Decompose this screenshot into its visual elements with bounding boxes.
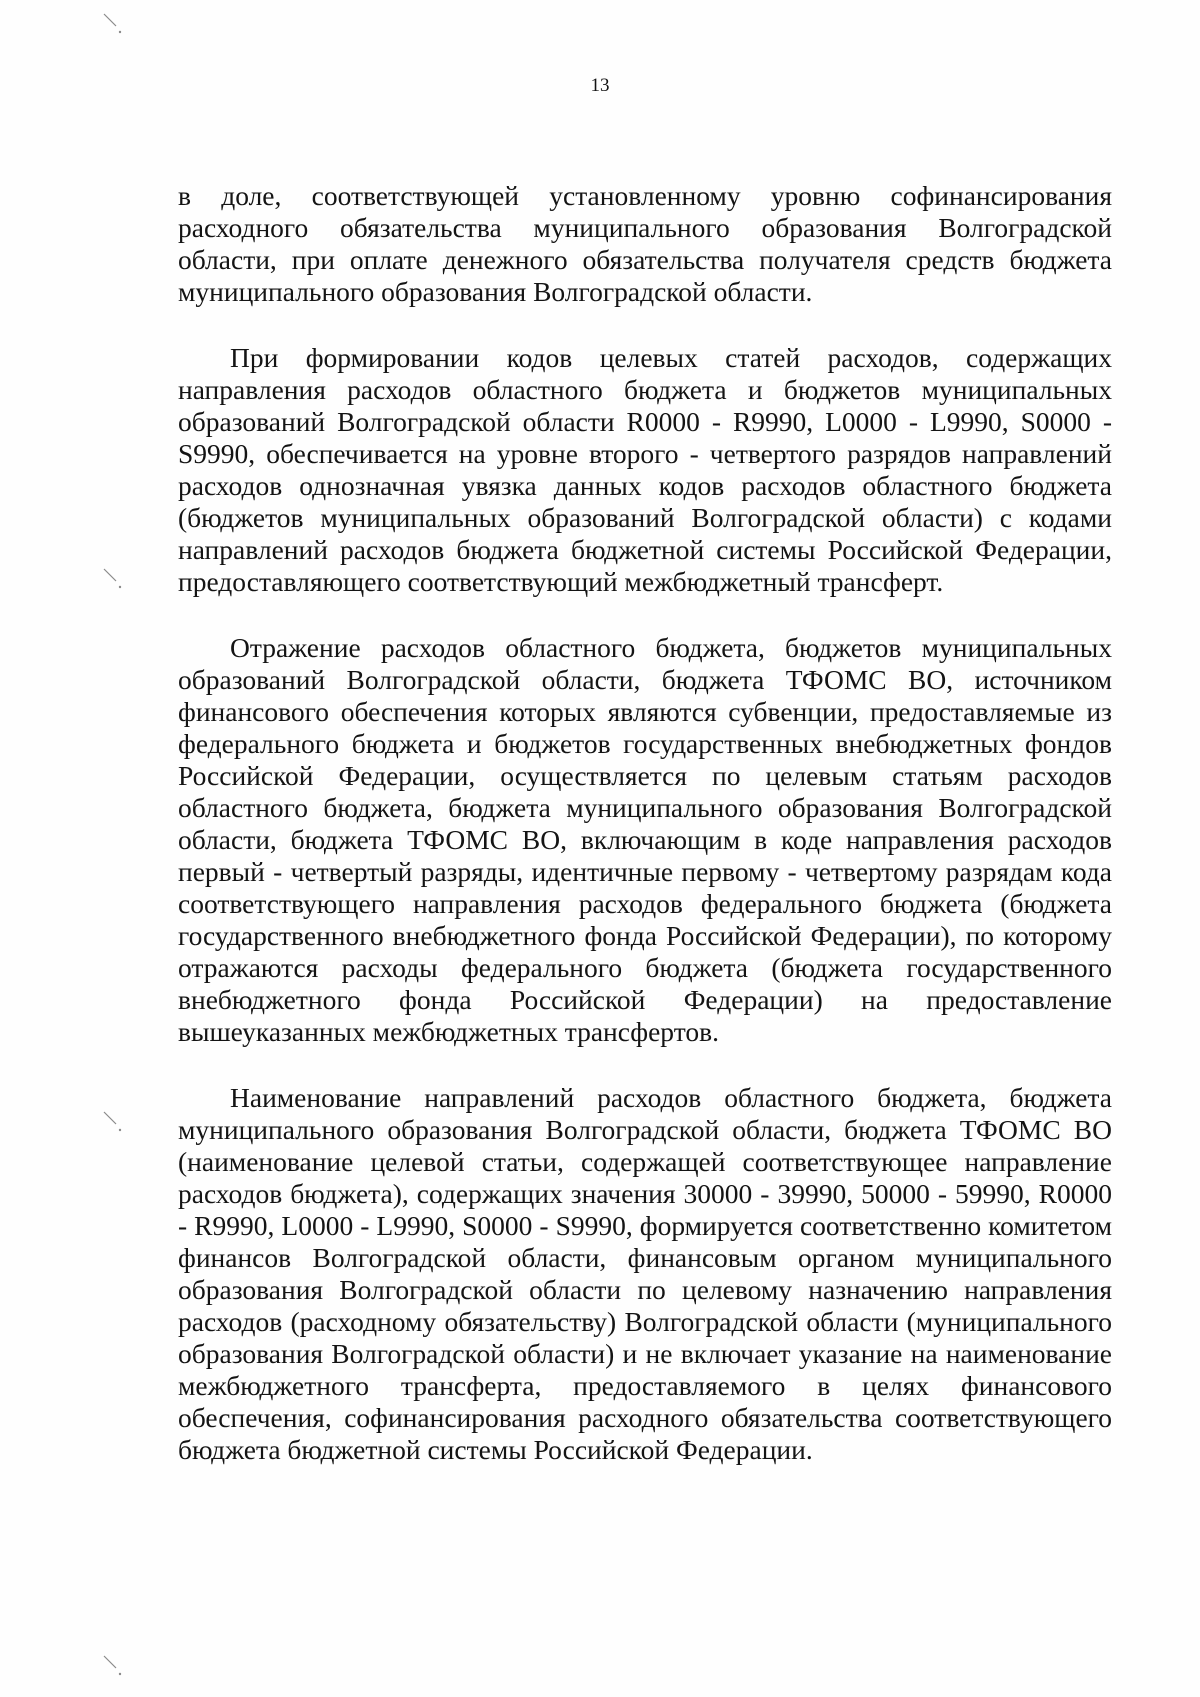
binding-hole-mark (102, 1108, 126, 1136)
binding-hole-mark (102, 1652, 126, 1680)
paragraph-continuation: в доле, соответствующей установленному уровню софинансирования расходного обязательства муниципального образования Волгоградской области, при оплате денежного обязательства получателя средств бюджета муниципального образования Волгоградской области. (178, 180, 1112, 307)
paragraph-subvention-expenses: Отражение расходов областного бюджета, бюджетов муниципальных образований Волгоградской области, бюджета ТФОМС ВО, источником финансового обеспечения которых являются субвенции, предоставляемые из федерального бюджета и бюджетов государственных внебюджетных фондов Российской Федерации, осуществляется по целевым статьям расходов областного бюджета, бюджета муниципального образования Волгоградской области, бюджета ТФОМС ВО, включающим в коде направления расходов первый - четвертый разряды, идентичные первому - четвертому разрядам кода соответствующего направления расходов федерального бюджета (бюджета государственного внебюджетного фонда Российской Федерации), по которому отражаются расходы федерального бюджета (бюджета государственного внебюджетного фонда Российской Федерации) на предоставление вышеуказанных межбюджетных трансфертов. (178, 632, 1112, 1047)
paragraph-naming-directions: Наименование направлений расходов областного бюджета, бюджета муниципального образования Волгоградской области, бюджета ТФОМС ВО (наименование целевой статьи, содержащей соответствующее направление расходов бюджета), содержащих значения 30000 - 39990, 50000 - 59990, R0000 - R9990, L0000 - L9990, S0000 - S9990, формируется соответственно комитетом финансов Волгоградской области, финансовым органом муниципального образования Волгоградской области по целевому назначению направления расходов (расходному обязательству) Волгоградской области (муниципального образования Волгоградской области) и не включает указание на наименование межбюджетного трансферта, предоставляемого в целях финансового обеспечения, софинансирования расходного обязательства соответствующего бюджета бюджетной системы Российской Федерации. (178, 1082, 1112, 1465)
paragraph-code-formation: При формировании кодов целевых статей расходов, содержащих направления расходов областного бюджета и бюджетов муниципальных образований Волгоградской области R0000 - R9990, L0000 - L9990, S0000 - S9990, обеспечивается на уровне второго - четвертого разрядов направлений расходов однозначная увязка данных кодов расходов областного бюджета (бюджетов муниципальных образований Волгоградской области) с кодами направлений расходов бюджета бюджетной системы Российской Федерации, предоставляющего соответствующий межбюджетный трансферт. (178, 342, 1112, 597)
binding-hole-mark (102, 10, 126, 38)
binding-hole-mark (102, 565, 126, 593)
page-number: 13 (590, 75, 610, 96)
document-body (178, 180, 1112, 1500)
